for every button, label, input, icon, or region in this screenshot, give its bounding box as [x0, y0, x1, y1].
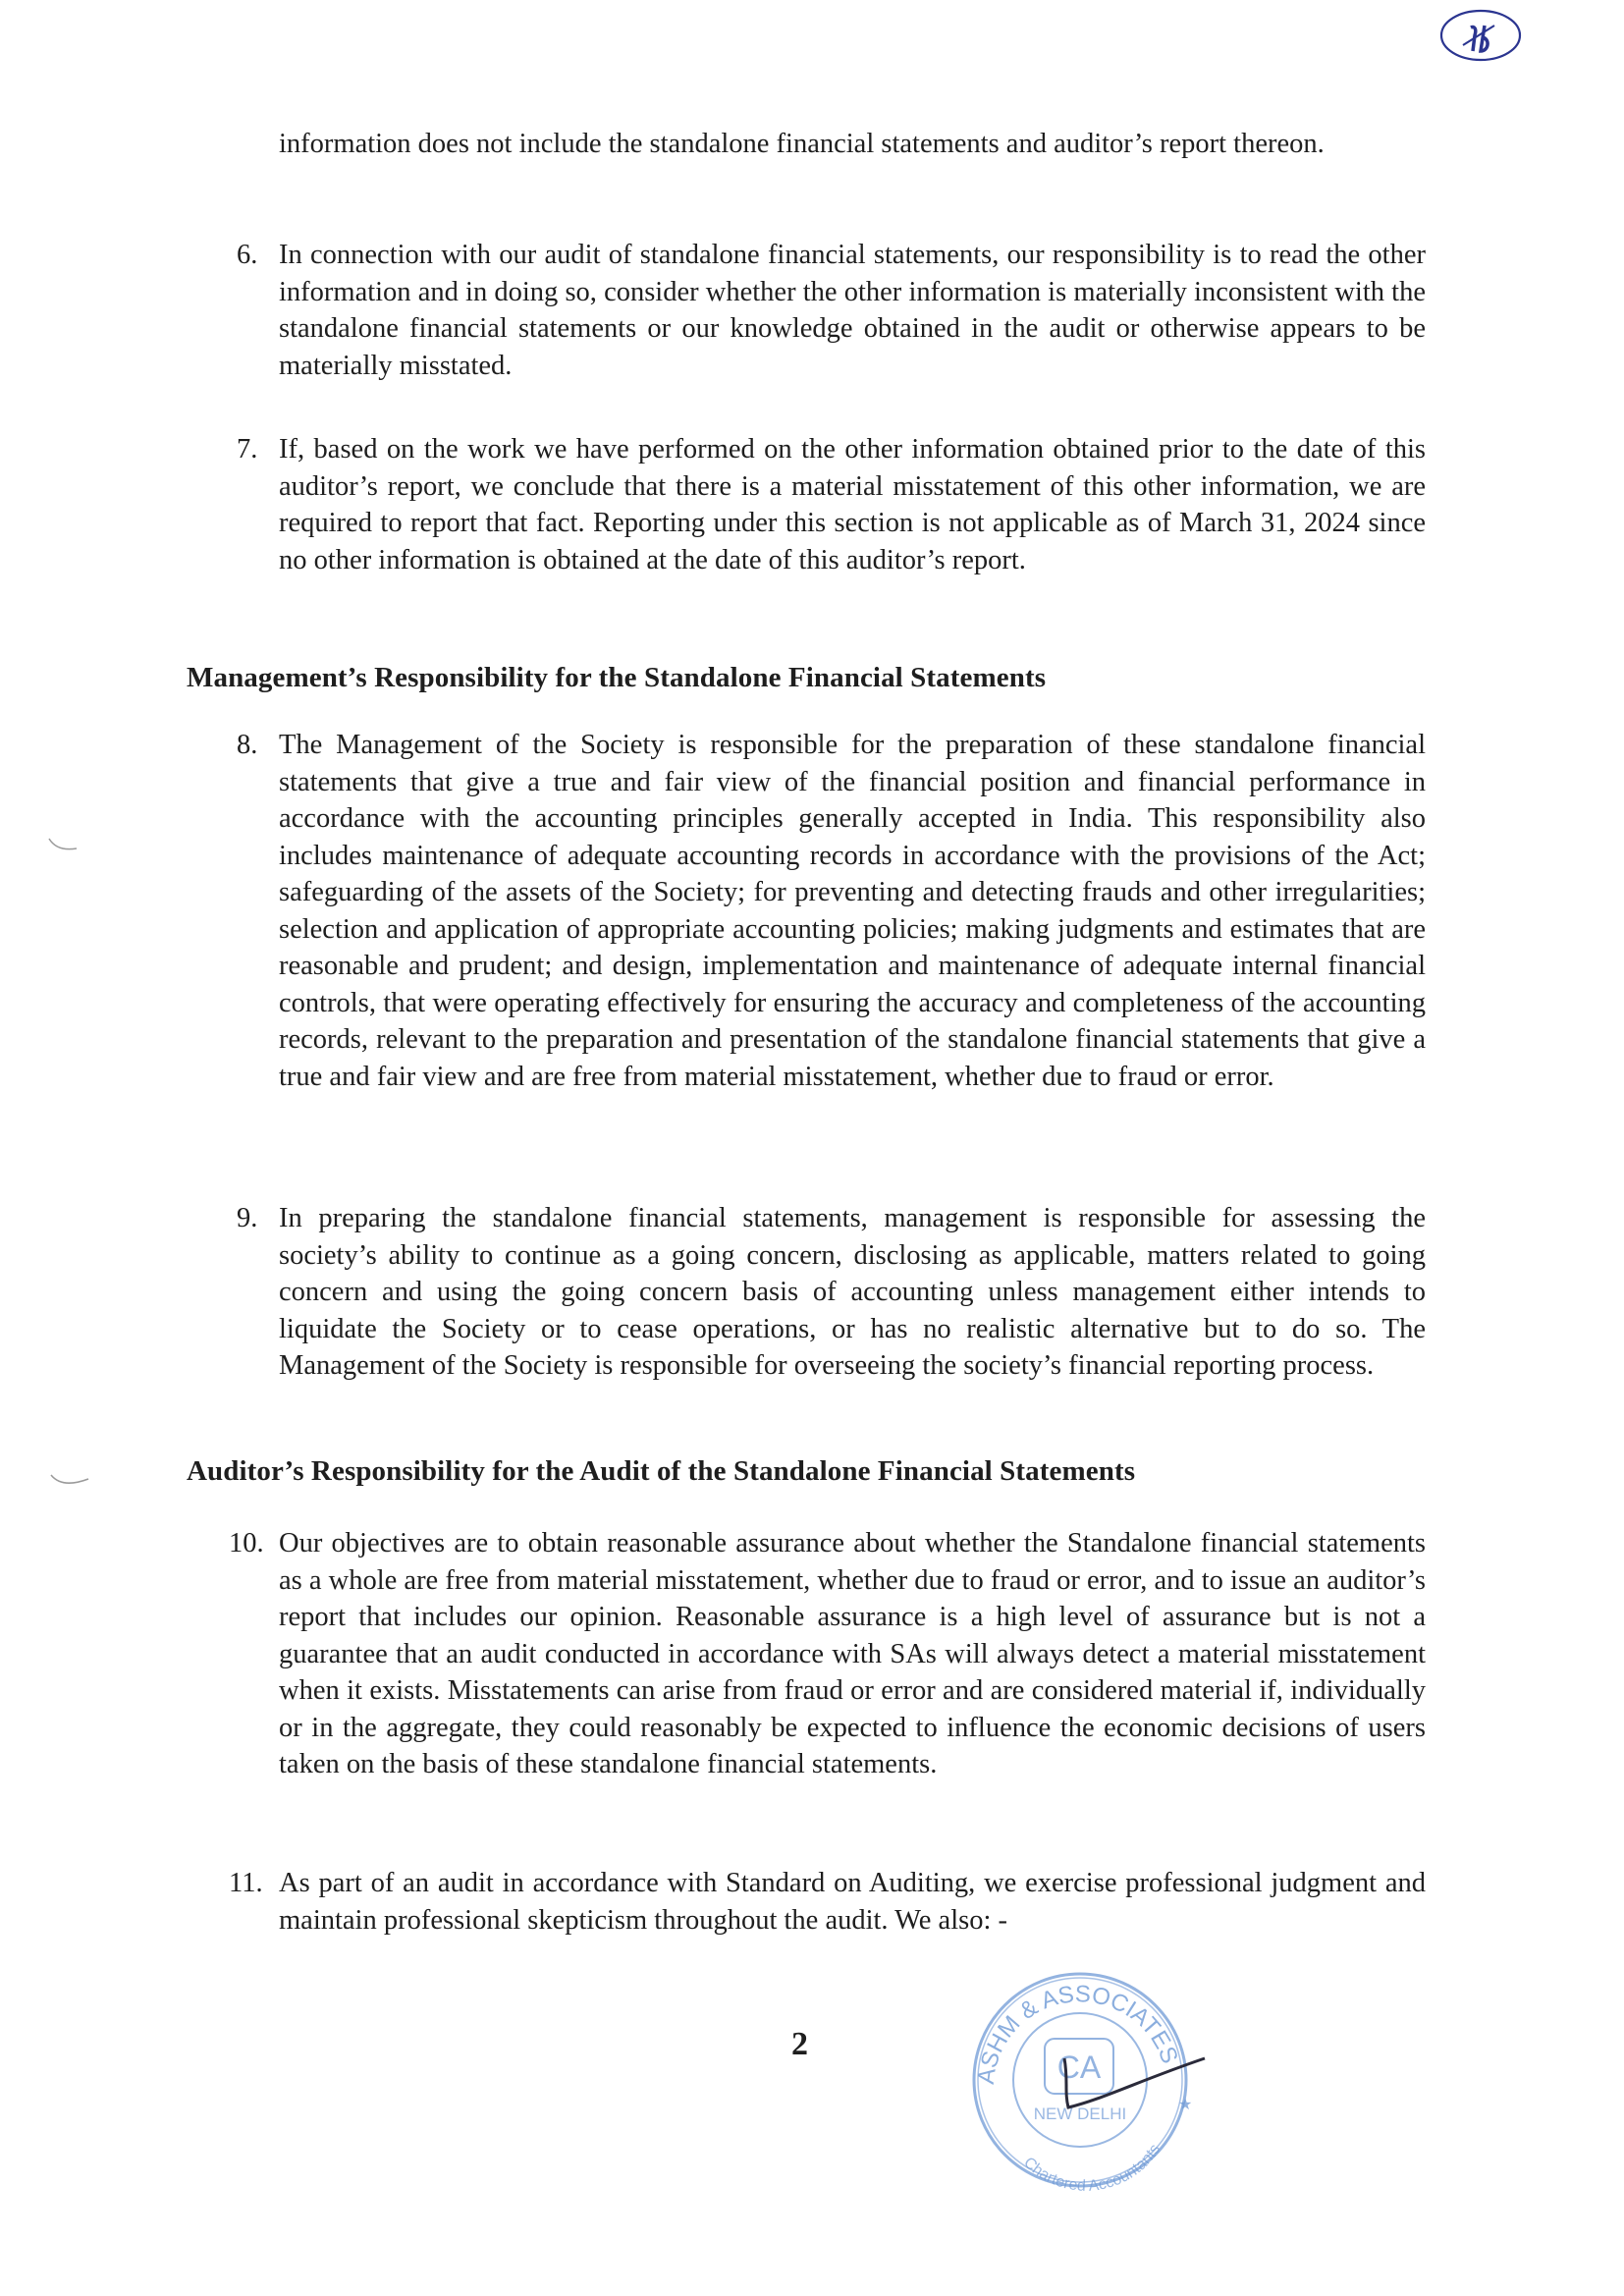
stamp-city-text: NEW DELHI: [1033, 2105, 1127, 2123]
stamp-bottom-text: Chartered Accountants: [1020, 2141, 1164, 2195]
paragraph-number: 7.: [237, 434, 258, 465]
paragraph-text: If, based on the work we have performed on the other information obtained prior to the date of this auditor’s report, we conclude that there is a material misstatement of this other information, we are required to report that fact. Reporting under this section is not applicable as of March 31, 2024 since no other information is obtained at the date of this auditor’s report.: [279, 434, 1426, 575]
paragraph-text: In connection with our audit of standalone financial statements, our responsibility is to read the other information and in doing so, consider whether the other information is materially inconsistent with the standalone financial statements or our knowledge obtained in the audit or otherwise appears to be materially misstated.: [279, 240, 1426, 381]
intro-paragraph: information does not include the standalone financial statements and auditor’s report thereon.: [279, 129, 1325, 159]
paragraph-text: The Management of the Society is responsible for the preparation of these standalone financial statements that give a true and fair view of the financial position and financial performance in accordance with the accounting principles generally accepted in India. This responsibility also includes maintenance of adequate accounting records in accordance with the provisions of the Act; safeguarding of the assets of the Society; for preventing and detecting frauds and other irregularities; selection and application of appropriate accounting policies; making judgments and estimates that are reasonable and prudent; and design, implementation and maintenance of adequate internal financial controls, that were operating effectively for ensuring the accuracy and completeness of the accounting records, relevant to the preparation and presentation of the standalone financial statements that give a true and fair view and are free from material misstatement, whether due to fraud or error.: [279, 730, 1426, 1092]
scan-mark-icon: [47, 837, 86, 856]
stamp-outer-text: ASHM & ASSOCIATES: [972, 1981, 1183, 2086]
section-heading-auditor: Auditor’s Responsibility for the Audit of the Standalone Financial Statements: [187, 1455, 1136, 1487]
section-heading-management: Management’s Responsibility for the Standalone Financial Statements: [187, 662, 1047, 693]
paragraph-11: [229, 1865, 1426, 1939]
stamp-logo-text: CA: [1056, 2050, 1102, 2085]
scan-mark-icon: [49, 1471, 94, 1491]
paragraph-8: [237, 727, 1426, 1095]
star-icon: ★: [1178, 2095, 1193, 2113]
handwritten-page-mark: [1432, 6, 1530, 65]
paragraph-number: 6.: [237, 240, 258, 270]
paragraph-6: [237, 237, 1426, 384]
paragraph-number: 8.: [237, 730, 258, 760]
paragraph-number: 9.: [237, 1203, 258, 1233]
paragraph-text: In preparing the standalone financial statements, management is responsible for assessing the society’s ability to continue as a going concern, disclosing as applicable, matters related to going concern and using the going concern basis of accounting unless management either intends to liquidate the Society or to cease operations, or has no realistic alternative but to do so. The Management of the Society is responsible for overseeing the society’s financial reporting process.: [279, 1203, 1426, 1381]
company-stamp: [954, 1962, 1210, 2198]
paragraph-number: 10.: [229, 1528, 264, 1558]
paragraph-7: [237, 431, 1426, 578]
paragraph-number: 11.: [229, 1868, 263, 1898]
paragraph-text: As part of an audit in accordance with Standard on Auditing, we exercise professional judgment and maintain professional skepticism throughout the audit. We also: -: [279, 1868, 1426, 1936]
paragraph-9: [237, 1200, 1426, 1385]
paragraph-10: [229, 1525, 1426, 1783]
page-number: 2: [791, 2026, 808, 2062]
paragraph-text: Our objectives are to obtain reasonable assurance about whether the Standalone financial statements as a whole are free from material misstatement, whether due to fraud or error, and to issue an auditor’s report that includes our opinion. Reasonable assurance is a high level of assurance but is not a guarantee that an audit conducted in accordance with SAs will always detect a material misstatement when it exists. Misstatements can arise from fraud or error and are considered material if, individually or in the aggregate, they could reasonably be expected to influence the economic decisions of users taken on the basis of these standalone financial statements.: [279, 1528, 1426, 1779]
